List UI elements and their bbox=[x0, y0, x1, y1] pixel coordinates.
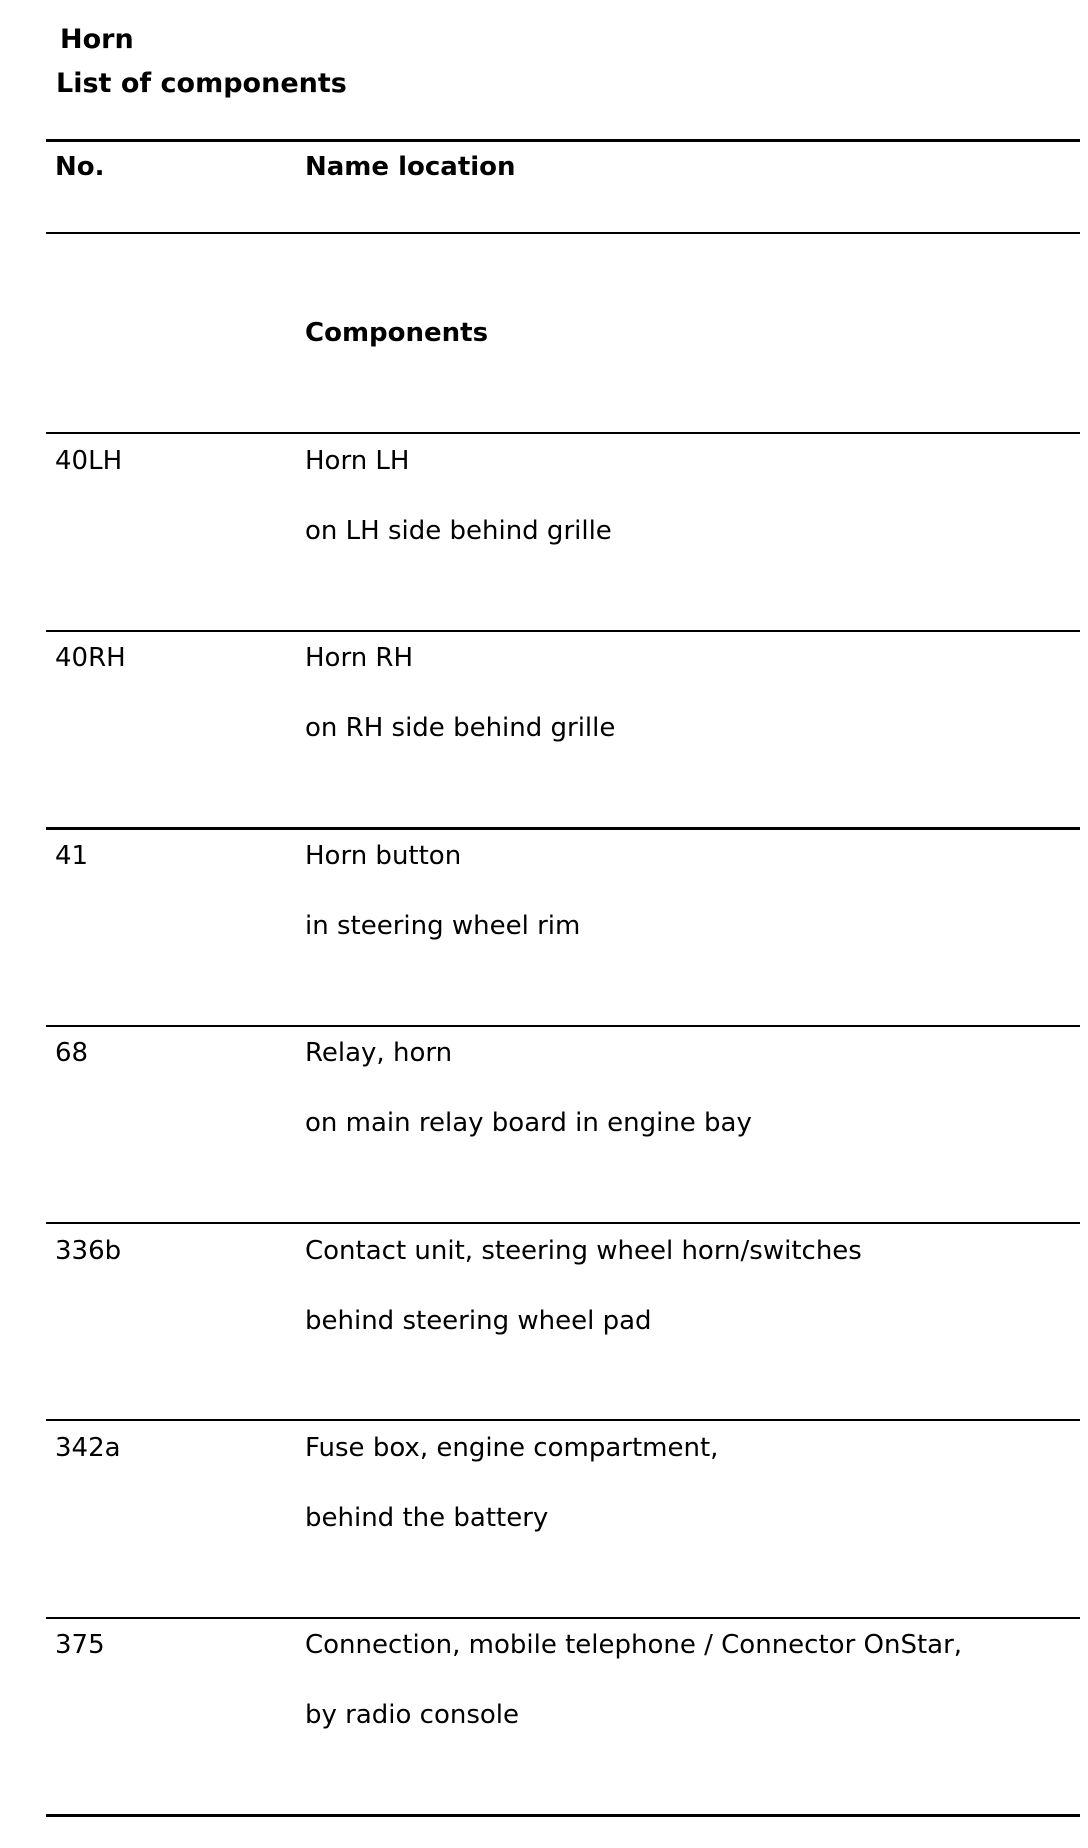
component-no: 40RH bbox=[55, 643, 126, 673]
component-name: Fuse box, engine compartment, bbox=[305, 1433, 719, 1463]
row-divider bbox=[46, 827, 1080, 830]
component-no: 336b bbox=[55, 1236, 122, 1266]
component-name: Contact unit, steering wheel horn/switches bbox=[305, 1236, 862, 1266]
component-no: 40LH bbox=[55, 446, 123, 476]
component-location: on main relay board in engine bay bbox=[305, 1108, 752, 1138]
header-name-location: Name location bbox=[305, 152, 516, 182]
component-name: Horn RH bbox=[305, 643, 414, 673]
row-divider bbox=[46, 630, 1080, 632]
component-location: on RH side behind grille bbox=[305, 713, 616, 743]
row-divider bbox=[46, 432, 1080, 434]
row-divider bbox=[46, 1617, 1080, 1619]
component-location: behind the battery bbox=[305, 1503, 549, 1533]
section-label: Components bbox=[305, 318, 489, 348]
component-no: 375 bbox=[55, 1630, 105, 1660]
page-title: Horn bbox=[60, 24, 134, 55]
page-subtitle: List of components bbox=[56, 68, 347, 99]
table-bottom-rule bbox=[46, 1814, 1080, 1817]
table-top-rule bbox=[46, 139, 1080, 142]
component-location: by radio console bbox=[305, 1700, 520, 1730]
component-no: 342a bbox=[55, 1433, 121, 1463]
component-name: Connection, mobile telephone / Connector OnStar, bbox=[305, 1630, 963, 1660]
header-bottom-rule bbox=[46, 232, 1080, 234]
row-divider bbox=[46, 1222, 1080, 1224]
row-divider bbox=[46, 1419, 1080, 1421]
component-location: in steering wheel rim bbox=[305, 911, 581, 941]
component-location: on LH side behind grille bbox=[305, 516, 612, 546]
component-location: behind steering wheel pad bbox=[305, 1306, 652, 1336]
component-name: Horn button bbox=[305, 841, 462, 871]
row-divider bbox=[46, 1025, 1080, 1027]
header-no: No. bbox=[55, 152, 105, 182]
component-no: 41 bbox=[55, 841, 89, 871]
component-name: Relay, horn bbox=[305, 1038, 453, 1068]
component-no: 68 bbox=[55, 1038, 89, 1068]
component-name: Horn LH bbox=[305, 446, 410, 476]
